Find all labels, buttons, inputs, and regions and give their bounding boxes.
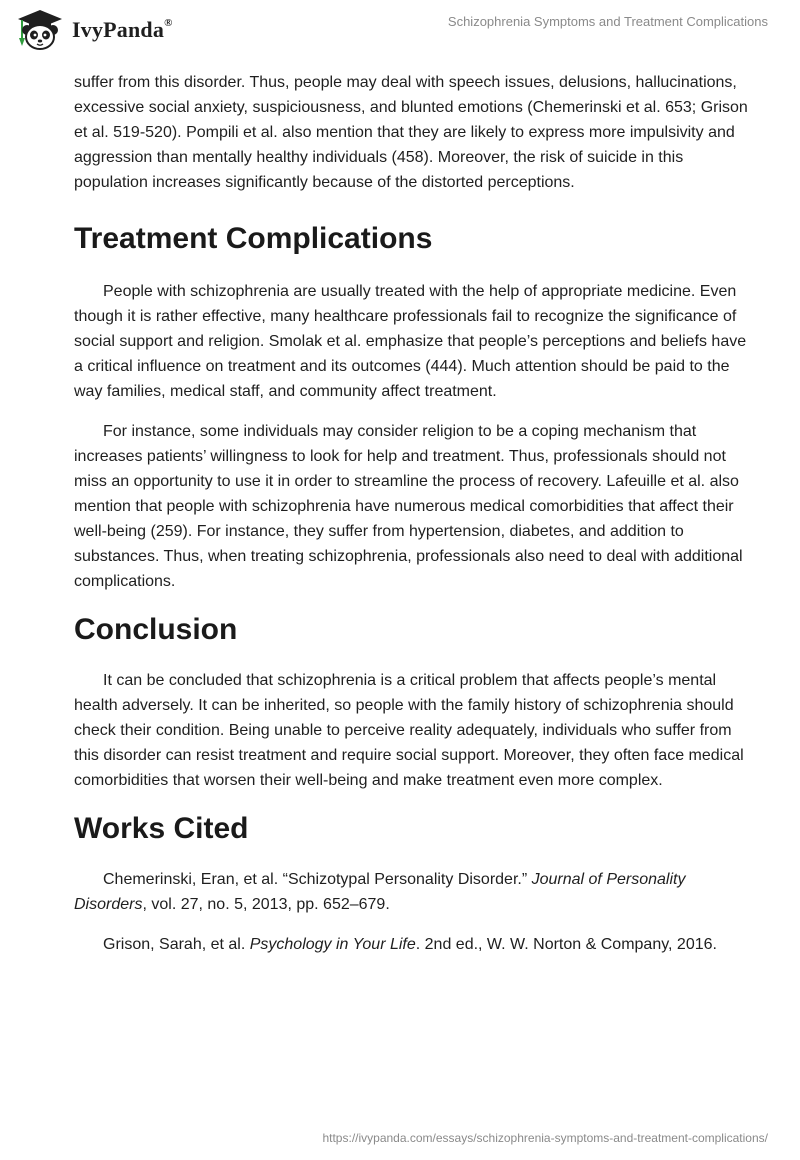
citation-2: Grison, Sarah, et al. Psychology in Your Life. 2nd ed., W. W. Norton & Company, 2016.	[103, 936, 717, 953]
page-header	[0, 0, 800, 64]
heading-conclusion: Conclusion	[74, 613, 238, 646]
panda-graduate-icon	[14, 8, 66, 52]
heading-works-cited: Works Cited	[74, 812, 249, 845]
source-url[interactable]: https://ivypanda.com/essays/schizophrenia-symptoms-and-treatment-complications/	[322, 1131, 768, 1145]
treatment-paragraph-1: People with schizophrenia are usually treated with the help of appropriate medicine. Even though it is rather effective, many healthcare professionals fail to recognize the significance of social support and religion. Smolak et al. emphasize that people’s perceptions and beliefs have a critical influence on treatment and its outcomes (444). Much attention should be paid to the way families, medical staff, and community affect treatment.	[74, 283, 747, 400]
brand-name: IvyPanda®	[72, 16, 173, 42]
essay-content	[74, 70, 754, 957]
ivypanda-logo[interactable]	[14, 8, 173, 52]
intro-paragraph: suffer from this disorder. Thus, people may deal with speech issues, delusions, hallucinations, excessive social anxiety, suspiciousness, and blunted emotions (Chemerinski et al. 653; Grison et al. 519-520). Pompili et al. also mention that they are likely to express more impulsivity and aggression than mentally healthy individuals (458). Moreover, the risk of suicide in this population increases significantly because of the distorted perceptions.	[74, 74, 748, 191]
heading-treatment-complications: Treatment Complications	[74, 222, 433, 255]
document-title: Schizophrenia Symptoms and Treatment Complications	[447, 14, 768, 29]
treatment-paragraph-2: For instance, some individuals may consider religion to be a coping mechanism that increases patients’ willingness to look for help and treatment. Thus, professionals should not miss an opportunity to use it in order to streamline the process of recovery. Lafeuille et al. also mention that people with schizophrenia have numerous medical comorbidities that affect their well-being (259). For instance, they suffer from hypertension, diabetes, and addition to substances. Thus, when treating schizophrenia, professionals also need to deal with additional complications.	[74, 423, 743, 590]
citation-1: Chemerinski, Eran, et al. “Schizotypal Personality Disorder.” Journal of Personality Disorders, vol. 27, no. 5, 2013, pp. 652–679.	[74, 871, 686, 913]
conclusion-paragraph: It can be concluded that schizophrenia is a critical problem that affects people’s mental health adversely. It can be inherited, so people with the family history of schizophrenia should check their condition. Being unable to perceive reality adequately, individuals who suffer from this disorder can resist treatment and require social support. Moreover, they often face medical comorbidities that worsen their well-being and make treatment even more complex.	[74, 672, 744, 789]
